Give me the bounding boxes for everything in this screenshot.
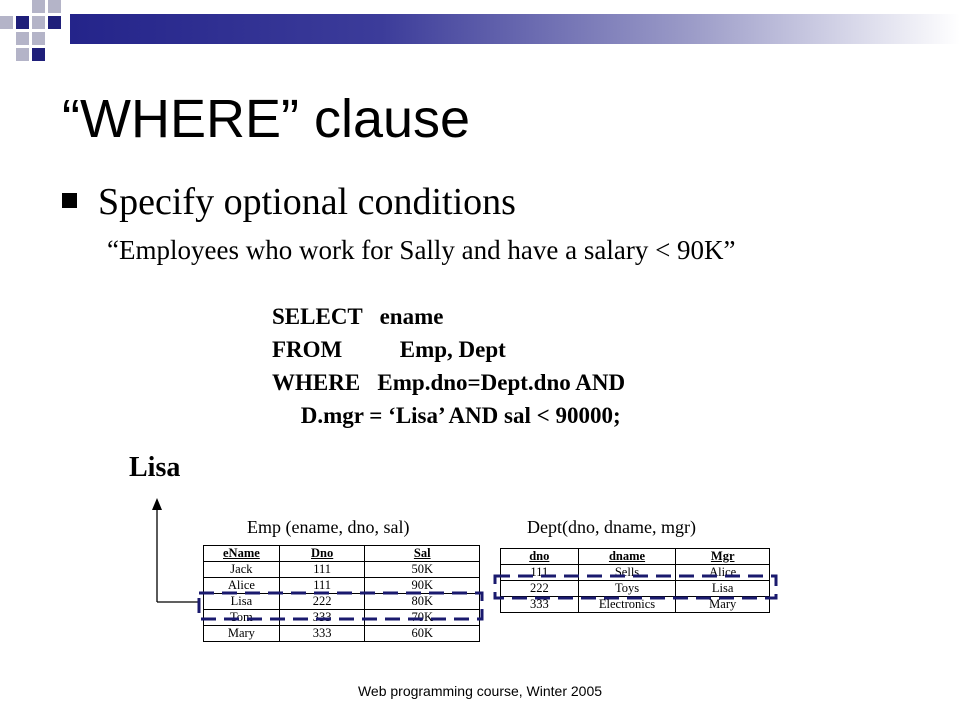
table-cell: 333 [501, 597, 579, 613]
header-gradient-bar [70, 14, 960, 44]
table-cell: Jack [204, 562, 280, 578]
table-cell: Tom [204, 610, 280, 626]
table-header-row [501, 549, 770, 565]
table-cell: Lisa [204, 594, 280, 610]
corner-square [32, 32, 45, 45]
sql-line-from: FROM Emp, Dept [272, 337, 506, 362]
corner-square [32, 48, 45, 61]
sql-line-where: WHERE Emp.dno=Dept.dno AND [272, 370, 626, 395]
table-cell: Alice [204, 578, 280, 594]
table-cell: 111 [501, 565, 579, 581]
emp-table-caption: Emp (ename, dno, sal) [247, 517, 410, 537]
table-cell: Mary [204, 626, 280, 642]
column-header: Dno [279, 546, 365, 562]
corner-square [0, 16, 13, 29]
table-cell: Toys [578, 581, 676, 597]
table-cell: Alice [676, 565, 770, 581]
table-header-row [204, 546, 480, 562]
corner-square [16, 16, 29, 29]
result-arrow-icon [140, 490, 210, 610]
table-cell: 80K [365, 594, 480, 610]
column-header: dno [501, 549, 579, 565]
emp-table [203, 545, 480, 642]
dept-table [500, 548, 770, 613]
corner-square [16, 32, 29, 45]
table-cell: Electronics [578, 597, 676, 613]
table-row [204, 626, 480, 642]
example-text: “Employees who work for Sally and have a salary < 90K” [107, 235, 736, 265]
table-cell: 50K [365, 562, 480, 578]
sql-line-select: SELECT ename [272, 304, 444, 329]
table-cell: 111 [279, 578, 365, 594]
table-cell: 333 [279, 610, 365, 626]
table-cell: 70K [365, 610, 480, 626]
table-cell: 90K [365, 578, 480, 594]
column-header: Mgr [676, 549, 770, 565]
table-row [501, 581, 770, 597]
column-header: eName [204, 546, 280, 562]
table-row [204, 594, 480, 610]
column-header: Sal [365, 546, 480, 562]
corner-square [48, 0, 61, 13]
table-row [204, 610, 480, 626]
table-row [501, 565, 770, 581]
table-cell: 222 [279, 594, 365, 610]
footer-text: Web programming course, Winter 2005 [357, 683, 603, 699]
table-cell: 60K [365, 626, 480, 642]
corner-square [32, 0, 45, 13]
result-label: Lisa [129, 452, 181, 483]
sql-line-condition: D.mgr = ‘Lisa’ AND sal < 90000; [272, 403, 621, 428]
bullet-text: Specify optional conditions [98, 181, 516, 223]
table-cell: Sells [578, 565, 676, 581]
slide-title: “WHERE” clause [62, 89, 471, 149]
table-row [204, 578, 480, 594]
table-cell: Lisa [676, 581, 770, 597]
column-header: dname [578, 549, 676, 565]
corner-square [32, 16, 45, 29]
corner-square [16, 48, 29, 61]
table-row [204, 562, 480, 578]
dept-table-caption: Dept(dno, dname, mgr) [527, 517, 696, 537]
table-cell: Mary [676, 597, 770, 613]
table-cell: 333 [279, 626, 365, 642]
table-cell: 111 [279, 562, 365, 578]
corner-square [48, 16, 61, 29]
table-row [501, 597, 770, 613]
bullet-square-icon [62, 193, 77, 208]
table-cell: 222 [501, 581, 579, 597]
